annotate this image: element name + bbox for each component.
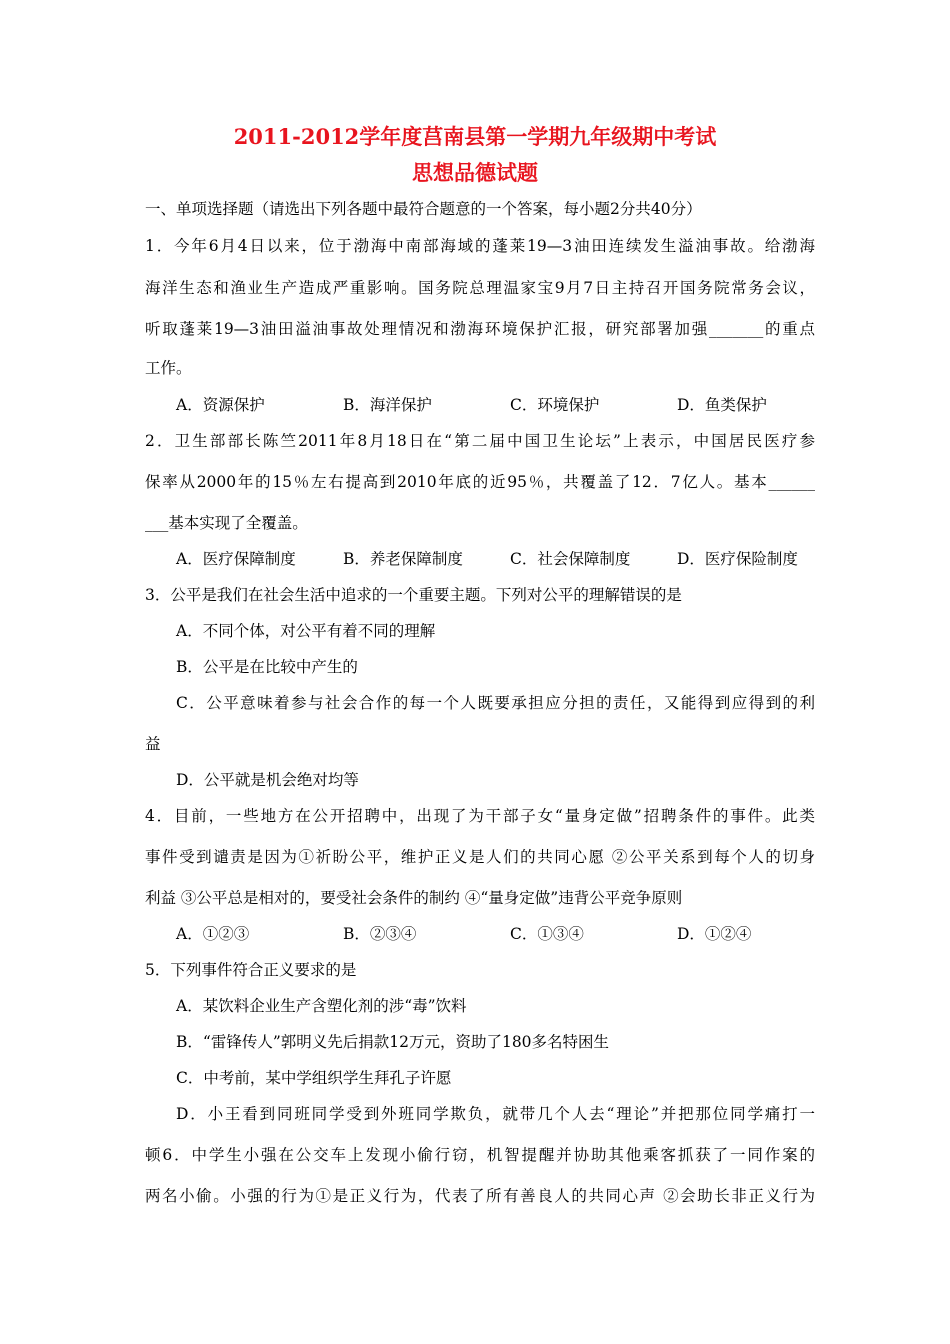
- question-3-option-b: B．公平是在比较中产生的: [176, 658, 358, 676]
- option-d: D．①②④: [677, 925, 752, 943]
- question-1-line-2: 海洋生态和渔业生产造成严重影响。国务院总理温家宝9月7日主持召开国务院常务会议，: [145, 279, 815, 297]
- question-5-option-b: B．“雷锋传人”郭明义先后捐款12万元，资助了180多名特困生: [176, 1033, 610, 1051]
- question-1-options: [176, 394, 816, 416]
- question-5-option-a: A．某饮料企业生产含塑化剂的涉“毒”饮料: [176, 997, 467, 1015]
- question-6-line-2: 两名小偷。小强的行为①是正义行为，代表了所有善良人的共同心声 ②会助长非正义行为: [145, 1187, 815, 1205]
- question-5-stem: 5．下列事件符合正义要求的是: [145, 961, 357, 979]
- option-a: A．医疗保障制度: [176, 550, 296, 568]
- question-1-line-3: 听取蓬莱19—3油田溢油事故处理情况和渤海环境保护汇报，研究部署加强_______的重点: [145, 320, 815, 338]
- question-3-option-d: D．公平就是机会绝对均等: [176, 771, 359, 789]
- question-2-line-1: 2．卫生部部长陈竺2011年8月18日在“第二届中国卫生论坛”上表示，中国居民医疗参: [145, 432, 815, 450]
- question-5-option-c: C．中考前，某中学组织学生拜孔子许愿: [176, 1069, 452, 1087]
- option-b: B．②③④: [343, 925, 417, 943]
- option-c: C．①③④: [510, 925, 584, 943]
- option-b: B．养老保障制度: [343, 550, 463, 568]
- question-2-line-2: 保率从2000年的15％左右提高到2010年底的近95％，共覆盖了12．7亿人。基本______: [145, 473, 815, 491]
- option-d: D．鱼类保护: [677, 396, 767, 414]
- option-c: C．社会保障制度: [510, 550, 631, 568]
- question-2-line-3: ___基本实现了全覆盖。: [145, 514, 308, 532]
- question-3-stem: 3．公平是我们在社会生活中追求的一个重要主题。下列对公平的理解错误的是: [145, 586, 682, 604]
- question-3-option-c: C．公平意味着参与社会合作的每一个人既要承担应分担的责任，又能得到应得到的利: [176, 694, 815, 712]
- question-4-line-1: 4．目前，一些地方在公开招聘中，出现了为干部子女“量身定做”招聘条件的事件。此类: [145, 807, 815, 825]
- option-a: A．①②③: [176, 925, 250, 943]
- question-5-option-d: D．小王看到同班同学受到外班同学欺负，就带几个人去“理论”并把那位同学痛打一: [176, 1105, 815, 1123]
- question-4-options: [176, 923, 816, 945]
- question-4-line-3: 利益 ③公平总是相对的，要受社会条件的制约 ④“量身定做”违背公平竞争原则: [145, 889, 683, 907]
- exam-title: 2011-2012学年度莒南县第一学期九年级期中考试: [233, 124, 717, 149]
- question-1-line-4: 工作。: [145, 359, 192, 377]
- option-a: A．资源保护: [176, 396, 265, 414]
- option-d: D．医疗保险制度: [677, 550, 798, 568]
- question-4-line-2: 事件受到谴责是因为①祈盼公平，维护正义是人们的共同心愿 ②公平关系到每个人的切身: [145, 848, 815, 866]
- option-c: C．环境保护: [510, 396, 600, 414]
- exam-subtitle: 思想品德试题: [412, 160, 538, 185]
- question-3-option-a: A．不同个体，对公平有着不同的理解: [176, 622, 436, 640]
- question-5-6-line: 顿6．中学生小强在公交车上发现小偷行窃，机智提醒并协助其他乘客抓获了一同作案的: [145, 1146, 815, 1164]
- question-1-line-1: 1．今年6月4日以来，位于渤海中南部海域的蓬莱19—3油田连续发生溢油事故。给渤海: [145, 237, 815, 255]
- question-2-options: [176, 548, 816, 570]
- section-heading: 一、单项选择题（请选出下列各题中最符合题意的一个答案，每小题2分共40分）: [145, 200, 702, 218]
- question-3-option-c-cont: 益: [145, 735, 161, 753]
- option-b: B．海洋保护: [343, 396, 432, 414]
